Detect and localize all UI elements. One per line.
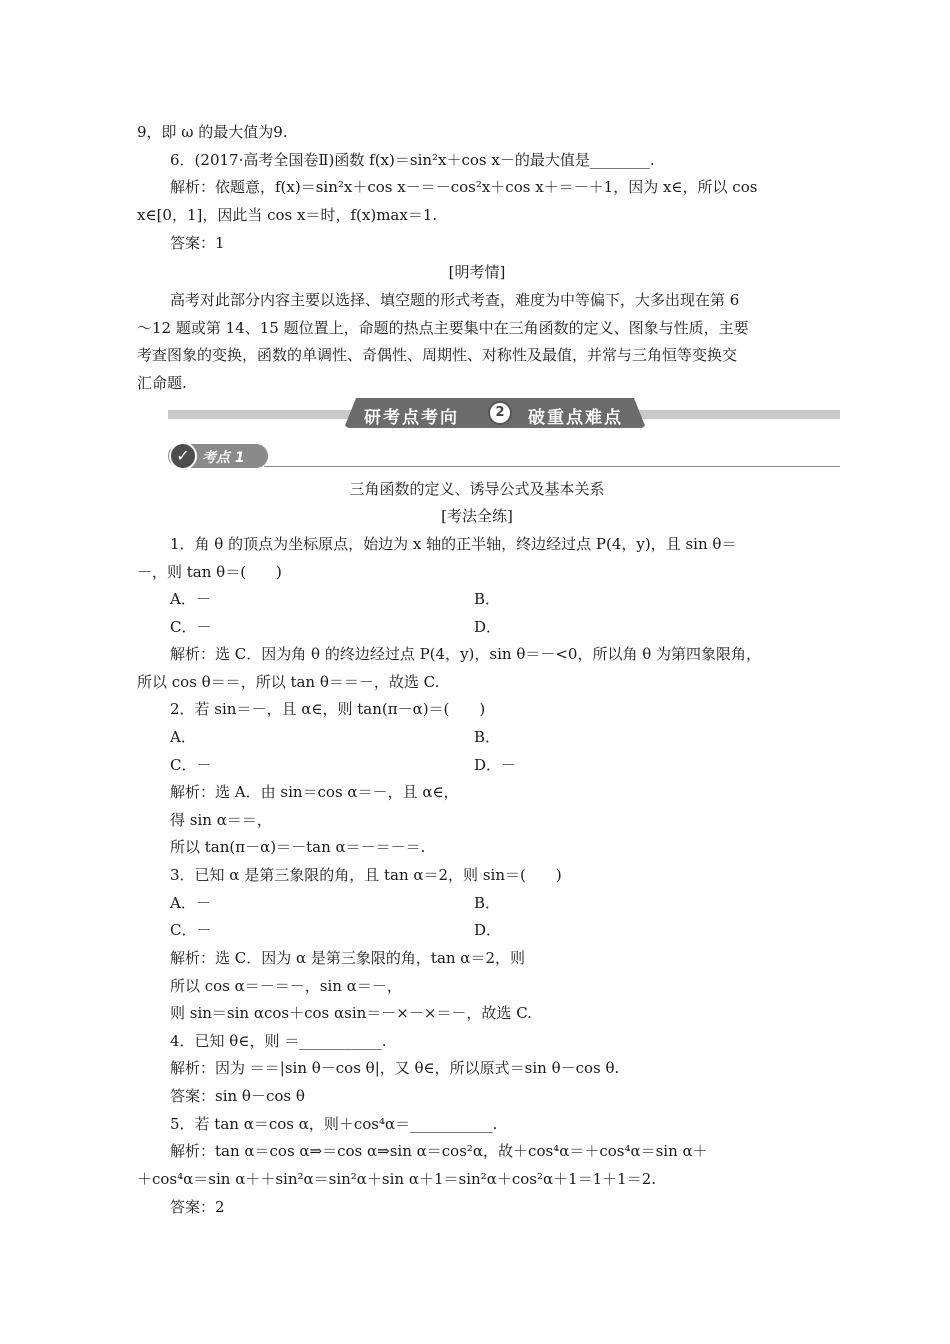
solution-line: 解析：选 C．因为角 θ 的终边经过点 P(4，y)，sin θ＝－<0，所以角 θ 为第四象限角， <box>170 645 762 663</box>
solution-line: 解析：选 C．因为 α 是第三象限的角，tan α＝2，则 <box>170 949 525 967</box>
option-c: C．－ <box>170 618 212 636</box>
question-6: 6．(2017·高考全国卷Ⅱ)函数 f(x)＝sin²x＋cos x－的最大值是________. <box>170 151 655 169</box>
solution-line: 所以 cos α＝－＝－，sin α＝－， <box>170 977 402 995</box>
answer-line: 答案：1 <box>170 234 225 252</box>
option-c: C．－ <box>170 921 212 939</box>
kaodian-header <box>168 442 840 470</box>
sub-title: [考法全练] <box>441 507 513 525</box>
option-b: B． <box>474 894 501 912</box>
answer-line: 答案：2 <box>170 1198 225 1216</box>
banner-right-text: 破重点难点 <box>528 408 623 428</box>
solution-line: 则 sin＝sin αcos＋cos αsin＝－×－×＝－，故选 C. <box>170 1004 532 1022</box>
solution-line: 所以 cos θ＝＝，所以 tan θ＝＝－，故选 C. <box>137 673 440 691</box>
divider <box>264 466 840 467</box>
option-c: C．－ <box>170 756 212 774</box>
solution-line: 得 sin α＝＝， <box>170 811 272 829</box>
solution-line: x∈[0，1]，因此当 cos x＝时，f(x)max＝1. <box>137 206 438 224</box>
section-title: 三角函数的定义、诱导公式及基本关系 <box>349 480 605 498</box>
option-b: B． <box>474 590 501 608</box>
section-banner <box>168 398 840 432</box>
solution-line: 解析：因为 ＝＝|sin θ－cos θ|，又 θ∈，所以原式＝sin θ－cos θ. <box>170 1059 620 1077</box>
option-a: A．－ <box>170 894 211 912</box>
kaodian-label: 考点 1 <box>202 450 245 466</box>
solution-line: 解析：选 A．由 sin＝cos α＝－，且 α∈， <box>170 783 459 801</box>
option-a: A． <box>170 728 196 746</box>
solution-line: 解析：tan α＝cos α⇒＝cos α⇒sin α＝cos²α，故＋cos⁴α＝＋cos⁴α＝sin α＋ <box>170 1142 708 1160</box>
question-1: 1．角 θ 的顶点为坐标原点，始边为 x 轴的正半轴，终边经过点 P(4，y)，且 sin θ＝ <box>170 535 737 553</box>
question-2: 2．若 sin＝－，且 α∈，则 tan(π－α)＝( ) <box>170 700 486 718</box>
paragraph-line: 高考对此部分内容主要以选择、填空题的形式考查，难度为中等偏下，大多出现在第 6 <box>170 291 740 309</box>
paragraph-line: 汇命题. <box>137 374 187 392</box>
text-line: 9，即 ω 的最大值为9. <box>137 123 288 141</box>
question-line: －，则 tan θ＝( ) <box>137 563 282 581</box>
option-b: B． <box>474 728 501 746</box>
question-3: 3．已知 α 是第三象限的角，且 tan α＝2，则 sin＝( ) <box>170 866 562 884</box>
solution-line: 解析：依题意，f(x)＝sin²x＋cos x－＝－cos²x＋cos x＋＝－＋1，因为 x∈，所以 cos <box>170 178 758 196</box>
option-d: D． <box>474 921 502 939</box>
paragraph-line: 考查图象的变换，函数的单调性、奇偶性、周期性、对称性及最值，并常与三角恒等变换交 <box>137 346 738 364</box>
option-d: D．－ <box>474 756 517 774</box>
solution-line: 所以 tan(π－α)＝－tan α＝－＝－＝. <box>170 838 426 856</box>
check-icon: ✓ <box>169 442 197 470</box>
banner-number-icon: 2 <box>488 401 512 425</box>
solution-line: ＋cos⁴α＝sin α＋＋sin²α＝sin²α＋sin α＋1＝sin²α＋cos²α＋1＝1＋1＝2. <box>137 1170 657 1188</box>
option-a: A．－ <box>170 590 211 608</box>
question-4: 4．已知 θ∈，则 ＝___________. <box>170 1032 387 1050</box>
question-5: 5．若 tan α＝cos α，则＋cos⁴α＝___________. <box>170 1115 498 1133</box>
section-heading-mingkaoqing: [明考情] <box>448 263 506 281</box>
answer-line: 答案：sin θ－cos θ <box>170 1087 305 1105</box>
paragraph-line: ～12 题或第 14、15 题位置上，命题的热点主要集中在三角函数的定义、图象与性质，主要 <box>137 319 749 337</box>
banner-left-text: 研考点考向 <box>364 408 459 428</box>
option-d: D． <box>474 618 502 636</box>
